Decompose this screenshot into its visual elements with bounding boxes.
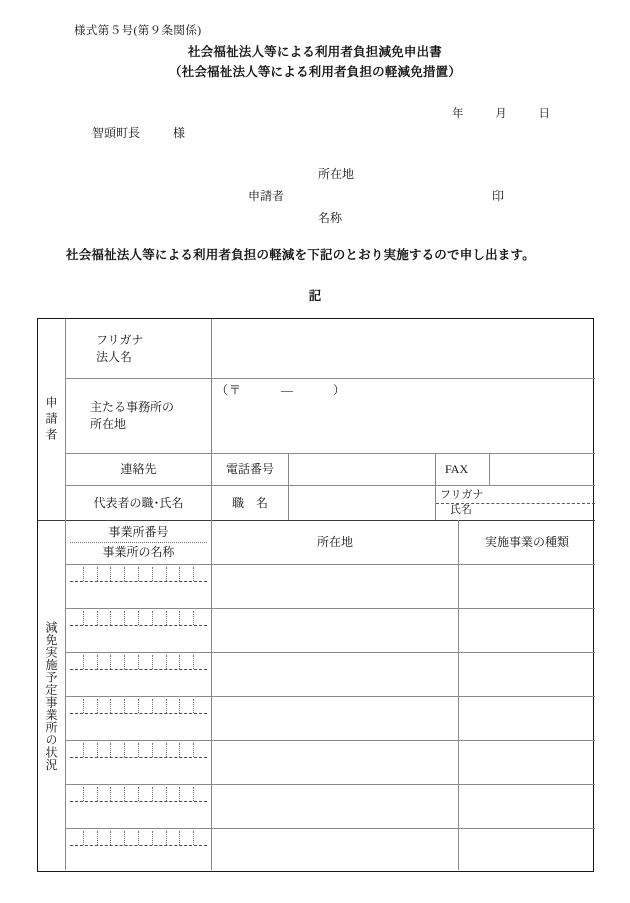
date-month-label: 月 [495, 108, 507, 120]
office-name-input[interactable] [66, 847, 211, 872]
office-number-digit-cell[interactable] [180, 611, 194, 625]
office-number-grid[interactable] [70, 743, 207, 758]
form-table [37, 318, 594, 872]
name-label: 氏名 [450, 504, 472, 516]
statement-text: 社会福祉法人等による利用者負担の軽減を下記のとおり実施するので申し出ます。 [66, 248, 535, 262]
office-number-digit-cell[interactable] [70, 655, 84, 669]
office-location-input[interactable] [212, 565, 458, 608]
post-label-cell [212, 486, 288, 520]
office-name-input[interactable] [66, 715, 211, 740]
office-service-type-input[interactable] [459, 829, 595, 872]
page-subtitle: （社会福祉法人等による利用者負担の軽減免措置） [168, 65, 462, 79]
office-number-grid[interactable] [70, 655, 207, 670]
office-name-input[interactable] [66, 759, 211, 784]
office-number-digit-cell[interactable] [111, 567, 125, 581]
office-number-grid[interactable] [70, 567, 207, 582]
main-office-label-line1: 主たる事務所の [90, 400, 175, 414]
corporation-name-label: 法人名 [96, 349, 133, 364]
office-number-digit-cell[interactable] [84, 743, 98, 757]
office-number-digit-cell[interactable] [98, 787, 112, 801]
contact-label: 連絡先 [120, 462, 157, 476]
office-header-divider [70, 542, 207, 543]
office-number-digit-cell[interactable] [153, 743, 167, 757]
post-label: 職 名 [231, 495, 268, 510]
office-service-type-input[interactable] [459, 741, 595, 784]
office-number-digit-cell[interactable] [84, 655, 98, 669]
postal-code-mark: （〒 ― ） [216, 383, 347, 397]
office-name-input[interactable] [66, 803, 211, 828]
fax-label: FAX [445, 462, 469, 476]
office-number-digit-cell[interactable] [84, 611, 98, 625]
office-number-digit-cell[interactable] [111, 611, 125, 625]
office-service-type-input[interactable] [459, 697, 595, 740]
office-number-digit-cell[interactable] [111, 743, 125, 757]
office-number-digit-cell[interactable] [98, 655, 112, 669]
office-number-grid[interactable] [70, 699, 207, 714]
office-number-digit-cell[interactable] [111, 699, 125, 713]
office-number-digit-cell[interactable] [139, 611, 153, 625]
office-number-digit-cell[interactable] [180, 743, 194, 757]
office-number-digit-cell[interactable] [139, 743, 153, 757]
office-number-digit-cell[interactable] [70, 787, 84, 801]
office-number-digit-cell[interactable] [98, 567, 112, 581]
office-number-digit-cell[interactable] [98, 831, 112, 845]
office-number-digit-cell[interactable] [125, 611, 139, 625]
office-service-type-input[interactable] [459, 785, 595, 828]
office-name-input[interactable] [66, 627, 211, 652]
office-number-digit-cell[interactable] [194, 699, 207, 713]
office-number-digit-cell[interactable] [180, 831, 194, 845]
date-line [452, 105, 550, 121]
service-type-header: 実施事業の種類 [484, 535, 569, 549]
date-day-label: 日 [538, 108, 550, 120]
contact-label-cell [66, 454, 211, 485]
furigana-label: フリガナ [96, 332, 144, 347]
office-number-digit-cell[interactable] [194, 655, 207, 669]
office-location-input[interactable] [212, 785, 458, 828]
office-number-digit-cell[interactable] [167, 655, 181, 669]
office-number-digit-cell[interactable] [153, 831, 167, 845]
office-number-digit-cell[interactable] [125, 831, 139, 845]
office-number-digit-cell[interactable] [98, 699, 112, 713]
office-number-digit-cell[interactable] [153, 787, 167, 801]
office-number-grid[interactable] [70, 831, 207, 846]
office-number-header: 事業所番号 [108, 525, 169, 540]
office-number-digit-cell[interactable] [125, 655, 139, 669]
applicant-location-label: 所在地 [318, 167, 355, 181]
office-service-type-input[interactable] [459, 565, 595, 608]
corporation-name-input[interactable] [212, 319, 595, 378]
office-number-digit-cell[interactable] [194, 787, 207, 801]
form-code: 様式第５号(第９条関係) [74, 25, 202, 37]
office-location-input[interactable] [212, 697, 458, 740]
phone-label-cell [212, 454, 288, 485]
page-title: 社会福祉法人等による利用者負担減免申出書 [187, 45, 442, 59]
office-number-digit-cell[interactable] [84, 831, 98, 845]
main-office-label-cell [66, 379, 211, 453]
office-number-digit-cell[interactable] [153, 655, 167, 669]
office-number-digit-cell[interactable] [180, 699, 194, 713]
office-number-digit-cell[interactable] [180, 567, 194, 581]
ki-marker: 記 [308, 289, 322, 303]
representative-label: 代表者の職･氏名 [93, 495, 184, 510]
office-name-input[interactable] [66, 583, 211, 608]
office-location-input[interactable] [212, 653, 458, 696]
office-number-digit-cell[interactable] [167, 787, 181, 801]
main-office-label-line2: 所在地 [90, 417, 127, 431]
office-number-digit-cell[interactable] [98, 743, 112, 757]
office-number-digit-cell[interactable] [125, 743, 139, 757]
office-number-digit-cell[interactable] [70, 831, 84, 845]
office-number-digit-cell[interactable] [70, 743, 84, 757]
office-number-digit-cell[interactable] [180, 787, 194, 801]
office-number-digit-cell[interactable] [84, 567, 98, 581]
office-number-digit-cell[interactable] [84, 699, 98, 713]
location-header: 所在地 [316, 535, 353, 549]
office-number-digit-cell[interactable] [84, 787, 98, 801]
office-number-grid[interactable] [70, 611, 207, 626]
office-number-digit-cell[interactable] [167, 743, 181, 757]
office-number-digit-cell[interactable] [70, 611, 84, 625]
addressee [92, 124, 185, 141]
office-number-digit-cell[interactable] [139, 831, 153, 845]
applicant-vertical-label: 申請者 [44, 395, 58, 444]
fax-label-cell [436, 454, 489, 485]
phone-value-input[interactable] [289, 454, 435, 485]
post-value-input[interactable] [289, 486, 435, 520]
office-number-digit-cell[interactable] [125, 567, 139, 581]
phone-label: 電話番号 [225, 462, 274, 476]
office-number-digit-cell[interactable] [194, 743, 207, 757]
representative-label-cell [66, 486, 211, 520]
office-number-digit-cell[interactable] [70, 699, 84, 713]
office-name-header: 事業所の名称 [102, 544, 175, 559]
office-number-digit-cell[interactable] [194, 611, 207, 625]
office-number-digit-cell[interactable] [153, 567, 167, 581]
office-location-input[interactable] [212, 829, 458, 872]
office-number-digit-cell[interactable] [98, 611, 112, 625]
office-name-input[interactable] [66, 671, 211, 696]
office-number-digit-cell[interactable] [125, 699, 139, 713]
applicant-name-label: 名称 [318, 211, 343, 225]
office-location-input[interactable] [212, 741, 458, 784]
office-number-digit-cell[interactable] [167, 567, 181, 581]
addressee-honorific: 様 [173, 126, 186, 140]
office-service-type-input[interactable] [459, 653, 595, 696]
office-number-digit-cell[interactable] [139, 567, 153, 581]
office-number-digit-cell[interactable] [153, 611, 167, 625]
office-number-digit-cell[interactable] [70, 567, 84, 581]
office-number-digit-cell[interactable] [125, 787, 139, 801]
office-number-digit-cell[interactable] [111, 655, 125, 669]
office-section-vertical-label: 減免実施予定事業所の状況 [44, 620, 58, 771]
office-number-grid[interactable] [70, 787, 207, 802]
office-number-digit-cell[interactable] [139, 787, 153, 801]
office-number-digit-cell[interactable] [180, 655, 194, 669]
office-number-digit-cell[interactable] [111, 787, 125, 801]
name-furigana-label: フリガナ [440, 489, 484, 501]
applicant-label: 申請者 [248, 189, 285, 203]
office-number-digit-cell[interactable] [194, 831, 207, 845]
name-furigana-divider [436, 503, 595, 504]
office-service-type-input[interactable] [459, 609, 595, 652]
office-number-digit-cell[interactable] [167, 831, 181, 845]
corporation-name-label-cell [66, 319, 211, 378]
office-number-digit-cell[interactable] [167, 611, 181, 625]
addressee-name: 智頭町長 [92, 126, 141, 140]
office-number-digit-cell[interactable] [153, 699, 167, 713]
office-number-digit-cell[interactable] [139, 655, 153, 669]
office-number-digit-cell[interactable] [139, 699, 153, 713]
office-number-digit-cell[interactable] [167, 699, 181, 713]
fax-value-input[interactable] [490, 454, 595, 485]
office-number-digit-cell[interactable] [111, 831, 125, 845]
office-number-digit-cell[interactable] [194, 567, 207, 581]
date-year-label: 年 [452, 108, 464, 120]
seal-mark: 印 [492, 189, 505, 203]
office-location-input[interactable] [212, 609, 458, 652]
